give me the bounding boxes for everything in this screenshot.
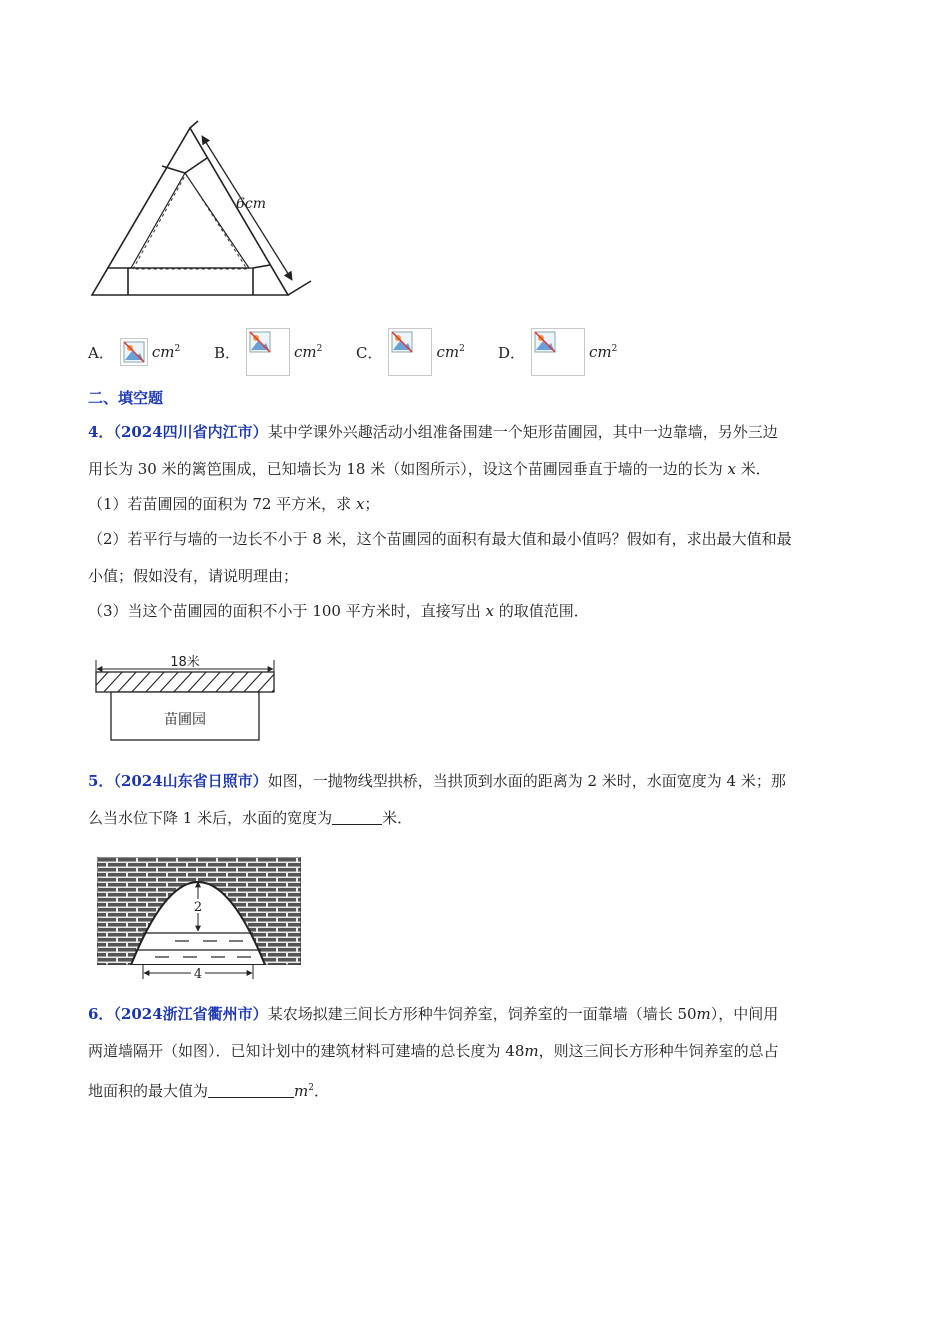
- q4-number: 4．: [88, 423, 114, 441]
- q4-source: （2024四川省内江市）: [113, 423, 268, 441]
- option-d[interactable]: D． $cm^2$: [498, 332, 617, 372]
- broken-image-icon: [388, 328, 432, 376]
- q5-line-2: 么当水位下降 1 米后，水面的宽度为 米．: [88, 809, 413, 827]
- q4-sub-1: （1）若苗圃园的面积为 72 平方米，求 x；: [88, 495, 380, 513]
- q6-line-3: 地面积的最大值为 $m^2$．: [88, 1082, 329, 1100]
- q6-source: （2024浙江省衢州市）: [113, 1005, 268, 1023]
- q4-sub-2-line-1: （2）若平行与墙的一边长不小于 8 米，这个苗圃园的面积有最大值和最小值吗？假如有，求出最大值和最: [88, 530, 792, 548]
- q4-line-1: 4．（2024四川省内江市）某中学课外兴趣活动小组准备围建一个矩形苗圃园，其中一边靠墙，另外三边: [88, 423, 778, 441]
- q5-number: 5．: [88, 772, 114, 790]
- triangle-frame-figure: [85, 118, 325, 303]
- arch-bridge-figure: [97, 857, 301, 985]
- option-c[interactable]: C． $cm^2$: [356, 332, 465, 372]
- q6-number: 6．: [88, 1005, 114, 1023]
- answer-blank[interactable]: [332, 809, 382, 825]
- garden-label: 苗圃园: [164, 712, 206, 728]
- q5-line-1: 5．（2024山东省日照市）如图，一抛物线型拱桥，当拱顶到水面的距离为 2 米时，水面宽度为 4 米；那: [88, 772, 786, 790]
- q4-sub-3: （3）当这个苗圃园的面积不小于 100 平方米时，直接写出 x 的取值范围．: [88, 602, 589, 620]
- option-b[interactable]: B． $cm^2$: [214, 332, 322, 372]
- garden-figure: [88, 650, 283, 745]
- q4-sub-2-line-2: 小值；假如没有，请说明理由；: [88, 567, 299, 585]
- broken-image-icon: [531, 328, 585, 376]
- length-label: 6cm: [236, 196, 267, 212]
- q6-line-1: 6．（2024浙江省衢州市）某农场拟建三间长方形种牛饲养室，饲养室的一面靠墙（墙长 50m），中间用: [88, 1005, 779, 1023]
- option-a[interactable]: A． $cm^2$: [88, 332, 180, 372]
- broken-image-icon: [246, 328, 290, 376]
- q6-line-2: 两道墙隔开（如图）．已知计划中的建筑材料可建墙的总长度为 48m，则这三间长方形种牛饲养室的总占: [88, 1042, 779, 1060]
- answer-blank[interactable]: [208, 1082, 294, 1098]
- width-label: 4: [193, 967, 203, 982]
- height-label: 2: [193, 900, 203, 915]
- q4-line-2: 用长为 30 米的篱笆围成，已知墙长为 18 米（如图所示），设这个苗圃园垂直于墙的一边的长为 x 米．: [88, 460, 771, 478]
- broken-image-icon: [120, 338, 148, 366]
- q5-source: （2024山东省日照市）: [113, 772, 268, 790]
- wall-length-label: 18米: [170, 655, 200, 670]
- section-title: 二、填空题: [88, 389, 164, 407]
